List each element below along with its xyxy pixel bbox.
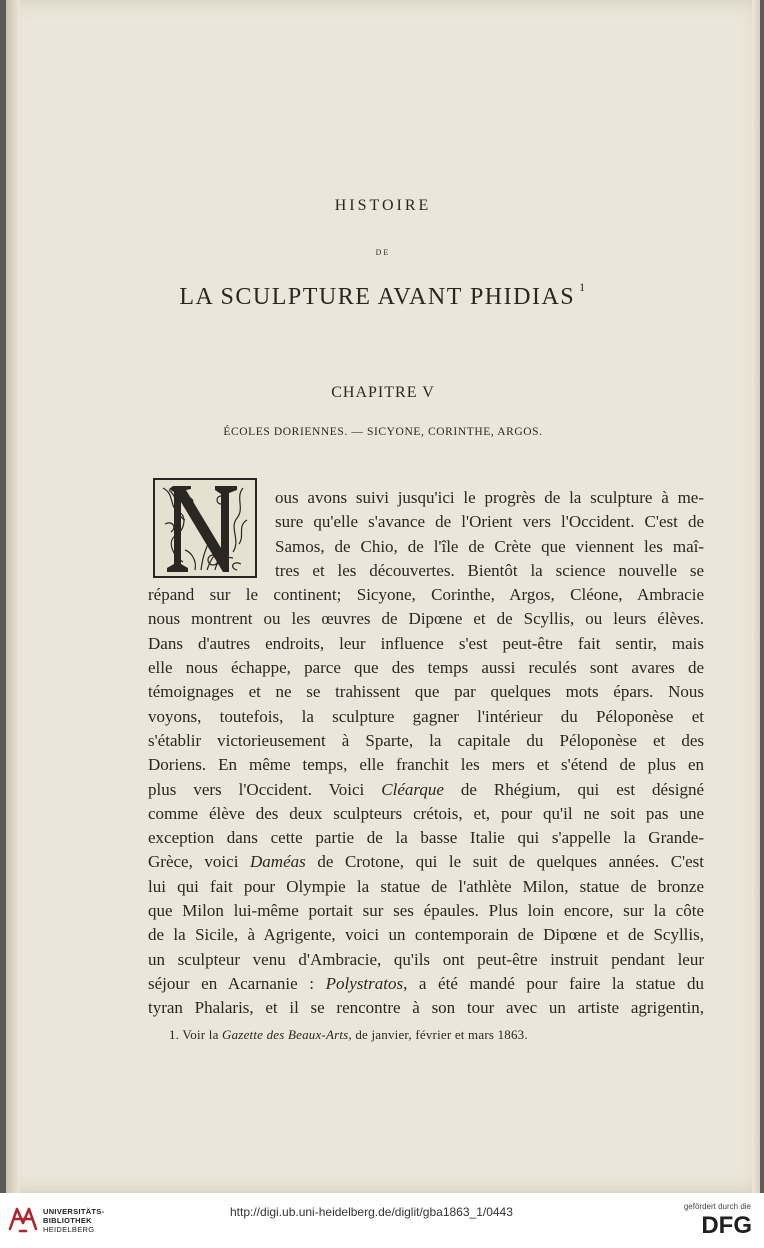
text-line: que Milon lui-même portait sur ses épaules. Plus loin encore, sur la côte (148, 901, 704, 921)
footnote-number: 1. (169, 1027, 180, 1042)
text-line: tyran Phalaris, et il se rencontre à son tour avec un artiste agrigentin, (148, 998, 704, 1018)
permalink-url[interactable]: http://digi.ub.uni-heidelberg.de/diglit/gba1863_1/0443 (230, 1205, 513, 1219)
university-library-logo-icon (6, 1201, 40, 1235)
page-spine-shadow (6, 0, 20, 1193)
body-text (148, 486, 704, 1021)
footnote-journal: Gazette des Beaux-Arts, (222, 1027, 352, 1042)
text-line: Doriens. En même temps, elle franchit les mers et s'étend de plus en (148, 755, 704, 775)
text-line: exception dans cette partie de la basse Italie qui s'appelle la Grande- (148, 828, 704, 848)
chapter-subtitle: ÉCOLES DORIENNES. — SICYONE, CORINTHE, ARGOS. (223, 426, 543, 438)
text-line: séjour en Acarnanie : Polystratos, a été mandé pour faire la statue du (148, 973, 704, 993)
page-edge-shadow (752, 0, 760, 1193)
text-line: un sculpteur venu d'Ambracie, qu'ils ont peut-être instruit pendant leur (148, 949, 704, 969)
running-title: HISTOIRE (334, 197, 432, 214)
text-line: comme élève des deux sculpteurs crétois, et, pour qu'il ne soit pas une (148, 803, 704, 823)
text-line: ous avons suivi jusqu'ici le progrès de la sculpture à me- (275, 488, 704, 507)
text-line: répand sur le continent; Sicyone, Corinthe, Argos, Cléone, Ambracie (148, 585, 704, 605)
title-de: DE (375, 248, 391, 257)
funded-by-label: gefördert durch die (683, 1202, 751, 1211)
text-line: de la Sicile, à Agrigente, voici un contemporain de Dipœne et de Scyllis, (148, 925, 704, 945)
chapter-heading: CHAPITRE V (331, 384, 435, 401)
text-line: témoignages et ne se trahissent que par quelques mots épars. Nous (148, 682, 704, 702)
text-line: plus vers l'Occident. Voici Cléarque de Rhégium, qui est désigné (148, 779, 704, 799)
library-name (43, 1207, 104, 1234)
dfg-logo: DFG (701, 1212, 752, 1239)
library-line-2: BIBLIOTHEK (43, 1216, 92, 1225)
italic-name: Cléarque (381, 779, 444, 799)
footnote-prefix: Voir la (182, 1027, 219, 1042)
scanned-page (6, 0, 760, 1193)
text-line: lui qui fait pour Olympie la statue de l'athlète Milon, statue de bronze (148, 876, 704, 896)
library-line-3: HEIDELBERG (43, 1225, 95, 1234)
main-title-text: LA SCULPTURE AVANT PHIDIAS (179, 284, 576, 310)
text-line: tres et les découvertes. Bientôt la science nouvelle se (275, 560, 704, 580)
text-line: elle nous échappe, parce que des temps aussi reculés sont avares de (148, 658, 704, 678)
main-title (6, 280, 760, 311)
italic-name: Daméas (250, 852, 306, 872)
footnote (169, 1027, 528, 1043)
library-line-1: UNIVERSITÄTS- (43, 1207, 105, 1216)
text-line: Samos, de Chio, de l'île de Crète que viennent les maî- (275, 536, 704, 556)
text-line: Dans d'autres endroits, leur influence s'est peut-être fait sentir, mais (148, 633, 704, 653)
text-line: sure qu'elle s'avance de l'Orient vers l'Occident. C'est de (275, 512, 704, 532)
main-title-note: 1 (579, 280, 587, 294)
viewer-footer (0, 1193, 764, 1248)
text-line: Grèce, voici Daméas de Crotone, qui le suit de quelques années. C'est (148, 852, 704, 872)
footnote-suffix: de janvier, février et mars 1863. (355, 1027, 528, 1042)
italic-name: Polystratos (325, 973, 404, 993)
text-line: nous montrent ou les œuvres de Dipœne et de Scyllis, ou leurs élèves. (148, 609, 704, 629)
text-line: voyons, toutefois, la sculpture gagner l'intérieur du Péloponèse et (148, 706, 704, 726)
text-line: s'établir victorieusement à Sparte, la capitale du Péloponèse et des (148, 730, 704, 750)
